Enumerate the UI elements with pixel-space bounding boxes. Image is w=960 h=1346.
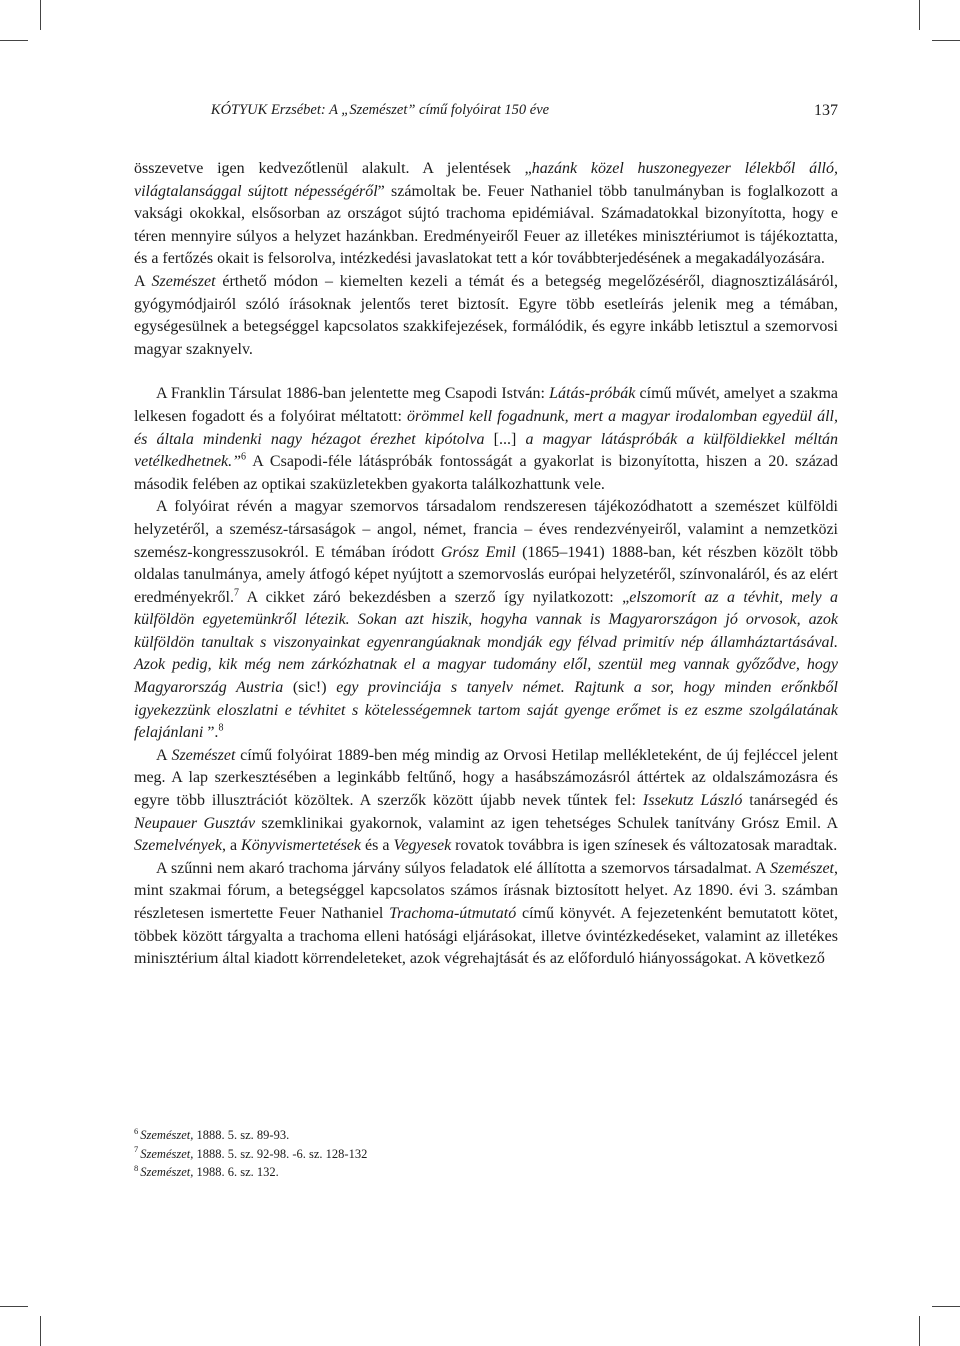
- italic-run: egy provinciája s tanyelv német. Rajtunk a sor, hogy minden erőnkből igyekezzünk eloszlatni e tévhitet s kötelességemnek tartom saját gyenge erőmet is ez eszme szolgálatának felajánlani: [134, 679, 838, 742]
- text-run: A cikket záró bekezdésben a szerző így nyilatkozott: „: [238, 588, 630, 606]
- text-run: ”.: [203, 724, 219, 742]
- italic-run: Szemészet: [171, 746, 236, 764]
- footnote-ref: 1888. 5. sz. 89-93.: [193, 1128, 290, 1142]
- paragraph: [134, 271, 838, 361]
- italic-run: elszomorít az a tévhit, mely a külföldön egyetemünkről létezik. Sokan azt hiszik, hogyha vannak is Magyarországon jó orvosok, azok külföldön tanultak s viszonyainkat egyenrangúaknak mondják egy félvad primitív nép államháztartásával. Azok pedig, kik még nem zárkózhatnak el a magyar tudomány elől, szentül meg vannak győződve, hogy Magyarország Austria: [134, 588, 839, 697]
- text-run: (1865–1941) 1888-ban, két részben közölt több oldalas tanulmánya, amely átfogó képet nyújtott a szemorvoslás európai helyzetéről, színvonaláról, és az elért eredményekről.: [134, 543, 839, 606]
- footnote-number: 7: [134, 1144, 139, 1155]
- italic-run: Könyvismertetések: [241, 837, 361, 855]
- footnote-source: Szemészet,: [140, 1128, 194, 1142]
- footnotes: [134, 1126, 367, 1182]
- crop-mark: [0, 40, 28, 41]
- footnote: [134, 1163, 367, 1182]
- crop-mark: [0, 1306, 28, 1307]
- crop-mark: [40, 0, 41, 30]
- text-run: A Franklin Társulat 1886-ban jelentette meg Csapodi István:: [156, 385, 550, 403]
- paragraph: [134, 496, 838, 745]
- crop-mark: [40, 1316, 41, 1346]
- text-run: rovatok továbbra is igen színesek és változatosak maradtak.: [451, 837, 838, 855]
- body-text: [134, 158, 838, 971]
- italic-run: hazánk közel huszonegyezer lélekből álló, világtalansággal sújtott népességéről: [134, 160, 838, 200]
- text-run: összevetve igen kedvezőtlenül alakult. A jelentések „: [134, 160, 532, 177]
- text-run: című könyvét. A fejezetenként bemutatott kötet, többek között tárgyalta a trachoma elleni hatósági eljárásokat, illetve óvintézkedéseket, valamint az illetékes minisztérium által kiadott körrendeleteket, azok végrehajtását és az előforduló hiányosságokat. A következő: [134, 905, 838, 968]
- text-run: érthető módon – kiemelten kezeli a témát és a betegség megelőzéséről, diagnosztizálásáról, gyógymódjairól szóló írásoknak jelentős teret biztosít. Egyre több esetleírás jelenik meg a témában, egységesülnek a betegséggel kapcsolatos szakkifejezések, formálódik, és egyre inkább letisztul a szemorvosi magyar szaknyelv.: [134, 272, 838, 358]
- text-run: és a: [361, 837, 394, 855]
- text-run: [...]: [484, 430, 526, 448]
- text-run: tanársegéd és: [742, 792, 839, 810]
- footnote: [134, 1145, 367, 1164]
- paragraph: [134, 383, 838, 496]
- text-run: , a: [221, 837, 242, 855]
- italic-run: Látás-próbák: [549, 385, 636, 403]
- footnote-source: Szemészet,: [140, 1165, 194, 1180]
- paragraph: [134, 858, 838, 971]
- italic-run: a magyar látáspróbák a külföldiekkel méltán vetélkedhetnek.”: [134, 430, 839, 471]
- footnote-ref: 1888. 5. sz. 92-98. -6. sz. 128-132: [193, 1146, 368, 1161]
- running-head: KÓTYUK Erzsébet: A „Szemészet” című folyóirat 150 éve: [210, 102, 550, 118]
- text-run: (sic!): [283, 679, 337, 697]
- italic-run: Szemelvények: [134, 837, 222, 855]
- footnote-ref: 1988. 6. sz. 132.: [193, 1165, 279, 1180]
- italic-run: örömmel kell fogadnunk, mert a magyar irodalomban egyedül áll, és általa mindenki nagy hézagot érezhet kipótolva: [134, 407, 838, 448]
- footnote-number: 8: [134, 1163, 139, 1174]
- paragraph: [134, 745, 838, 858]
- text-run: szemklinikai gyakornok, valamint az igen tehetséges Schulek tanítvány Grósz Emil. A: [255, 814, 839, 832]
- footnote: [134, 1126, 367, 1145]
- text-run: A: [156, 746, 172, 764]
- text-run: A: [134, 272, 152, 290]
- footnote-source: Szemészet,: [140, 1146, 194, 1161]
- italic-run: Szemészet: [151, 272, 216, 290]
- paragraph: [134, 158, 838, 271]
- text-run: ” számoltak be. Feuer Nathaniel több tanulmányban is foglalkozott a vaksági okokkal, elsősorban az országot sújtó trachoma epidémiával. Számadatokkal bizonyította, hogy e téren mennyire súlyos a helyzet hazánkban. Eredményeiről Feuer az illetékes minisztériumot is tájékoztatta, és a fertőzés okait is felsorolva, intézkedési javaslatokat tett a kór továbbterjedésének a megakadályozására.: [134, 182, 839, 268]
- crop-mark: [919, 0, 920, 30]
- footnote-number: 6: [134, 1125, 139, 1136]
- crop-mark: [919, 1316, 920, 1346]
- italic-run: Neupauer Gusztáv: [134, 814, 256, 832]
- crop-mark: [932, 1306, 960, 1307]
- footnote-ref-mark: 8: [218, 722, 224, 734]
- footnote-ref-mark: 7: [233, 587, 239, 599]
- text-run: című folyóirat 1889-ben még mindig az Orvosi Hetilap mellékleteként, de új fejléccel jelent meg. A lap szerkesztésében a leginkább feltűnő, hogy a hasábszámozásról áttértek az oldalszámozásra és egyre több illusztrációt közöltek. A szerzők között újabb nevek tűntek fel:: [134, 746, 839, 810]
- text-run: A folyóirat révén a magyar szemorvos társadalom rendszeresen tájékozódhatott a szemészet külföldi helyzetéről, a szemész-társaságok – angol, német, francia – éves rendezvényeiről, valamint a nemzetközi szemész-kongresszusokról. E témában íródott: [134, 498, 838, 561]
- page-number: 137: [814, 102, 838, 119]
- italic-run: Trachoma-útmutató: [389, 905, 517, 922]
- text-run: , mint szakmai fórum, a betegséggel kapcsolatos számos írásnak biztosított helyet. Az 1890. évi 3. számban részletesen ismertette Feuer Nathaniel: [134, 859, 838, 922]
- footnote-ref-mark: 6: [241, 451, 247, 463]
- crop-mark: [932, 40, 960, 41]
- page-header: [0, 100, 960, 124]
- italic-run: Grósz Emil: [440, 543, 516, 561]
- text-run: A szűnni nem akaró trachoma járvány súlyos feladatok elé állította a szemorvos társadalmat. A: [156, 859, 771, 877]
- italic-run: Vegyesek: [393, 837, 452, 855]
- italic-run: Issekutz László: [642, 792, 743, 810]
- italic-run: Szemészet: [770, 859, 834, 877]
- text-run: című művét, amelyet a szakma lelkesen fogadott és a folyóirat méltatott:: [134, 385, 838, 425]
- text-run: A Csapodi-féle látáspróbák fontosságát a gyakorlat is bizonyította, hiszen a 20. század második felében az optikai szaküzletekben gyakorta találkozhattunk vele.: [134, 453, 838, 493]
